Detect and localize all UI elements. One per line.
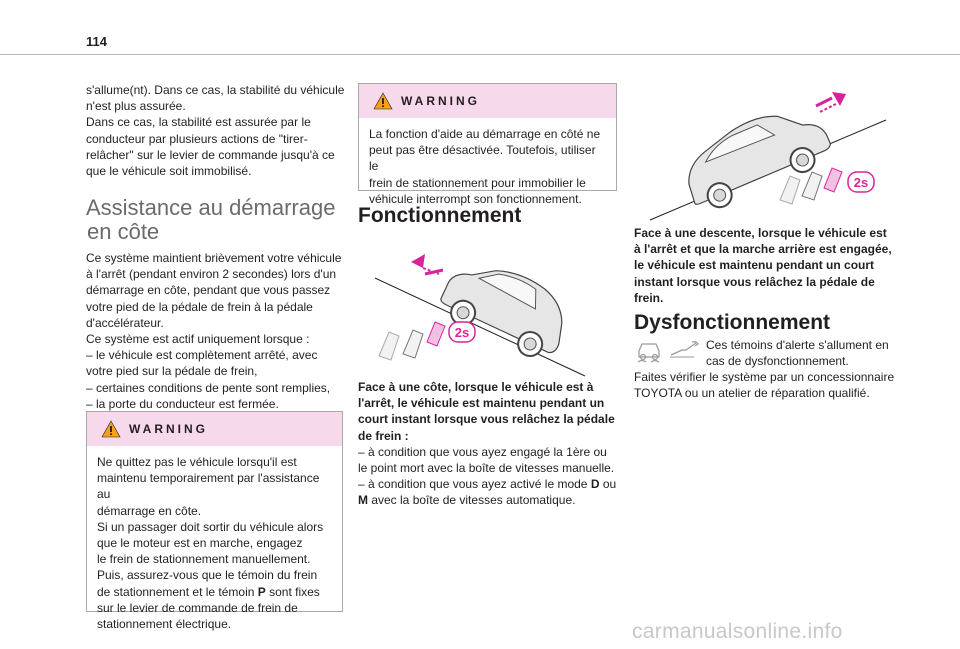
caption-line: à l'arrêt et que la marche arrière est engagée, (634, 242, 892, 257)
malfunction-line: Ces témoins d'alerte s'allument en (706, 338, 889, 352)
middle-caption (358, 379, 620, 509)
malfunction-line: cas de dysfonctionnement. (706, 354, 849, 369)
list-line: – à condition que vous ayez engagé la 1ère ou (358, 444, 607, 459)
malfunction-line: TOYOTA ou un atelier de réparation qualifié. (634, 386, 870, 401)
downhill-illustration (640, 82, 890, 222)
list-line: – la porte du conducteur est fermée. (86, 396, 279, 411)
caption-line: l'arrêt, le véhicule est maintenu pendant un (358, 396, 605, 411)
page-number: 114 (86, 34, 107, 49)
pedals-icon (379, 322, 445, 360)
body-line: d'accélérateur. (86, 315, 164, 330)
mode-d: D (590, 477, 600, 492)
list-text: – à condition que vous ayez activé le mode (358, 477, 591, 492)
warning-header (359, 84, 616, 118)
wrench-warning-icon (668, 339, 700, 361)
pedals-icon (780, 168, 842, 204)
indicator-p: P (257, 584, 266, 599)
warning-line: peut pas être désactivée. Toutefois, utiliser le (369, 143, 596, 174)
mode-m: M (358, 493, 368, 508)
list-text: ou (599, 477, 617, 492)
motion-arrow-icon (816, 92, 846, 112)
list-line: votre pied sur la pédale de frein, (86, 364, 258, 379)
warning-line: stationnement électrique. (97, 617, 232, 632)
warning-line: sur le levier de commande de frein de (97, 600, 298, 615)
intro-line: conducteur par plusieurs actions de "tirer- (86, 131, 308, 146)
left-body (86, 250, 351, 412)
caption-line: instant lorsque vous relâchez la pédale de (634, 274, 875, 289)
list-line: – le véhicule est complètement arrêté, avec (86, 348, 318, 363)
warning-line: que le moteur est en marche, engagez (97, 536, 303, 551)
warning-text: sont fixes (265, 584, 320, 599)
warning-line (97, 584, 332, 600)
intro-line: n'est plus assurée. (86, 99, 186, 114)
car-uphill (434, 249, 578, 366)
watermark: carmanualsonline.info (632, 620, 843, 643)
warning-line: le frein de stationnement manuellement. (97, 552, 311, 567)
warning-line: véhicule interrompt son fonctionnement. (369, 191, 582, 206)
left-column (86, 82, 351, 179)
caption-line: court instant lorsque vous relâchez la pédale (358, 412, 615, 427)
body-line: Ce système maintient brièvement votre véhicule (86, 251, 342, 265)
section-title-operation: Fonctionnement (358, 204, 522, 227)
warning-text: de stationnement et le témoin (97, 584, 258, 599)
intro-line: Dans ce cas, la stabilité est assurée par le (86, 115, 311, 130)
caption-line: Face à une côte, lorsque le véhicule est à (358, 380, 594, 394)
warning-line: démarrage en côte. (97, 503, 202, 518)
warning-box-middle (358, 83, 617, 206)
uphill-illustration (365, 238, 615, 380)
caption-line: frein. (634, 290, 664, 305)
section-title-line: Assistance au démarrage (86, 195, 336, 220)
warning-title: WARNING (401, 94, 480, 108)
warning-line: Puis, assurez-vous que le témoin du frein (97, 568, 318, 583)
warning-line: frein de stationnement pour immobilier le (369, 175, 586, 190)
section-title-malfunction: Dysfonctionnement (634, 311, 831, 334)
warning-line: maintenu temporairement par l'assistance au (97, 471, 320, 502)
list-line (358, 492, 620, 508)
list-line: – certaines conditions de pente sont remplies, (86, 380, 331, 395)
list-line (358, 476, 620, 492)
warning-line: La fonction d'aide au démarrage en côté ne (369, 127, 601, 141)
body-line: démarrage en côte, pendant que vous passez (86, 283, 331, 298)
warning-body (87, 446, 342, 640)
warning-line: Ne quittez pas le véhicule lorsqu'il est (97, 455, 297, 469)
caption-line: Face à une descente, lorsque le véhicule est (634, 226, 887, 240)
list-text: avec la boîte de vitesses automatique. (368, 493, 576, 508)
timer-2s-icon (449, 322, 475, 342)
malfunction-text (706, 337, 896, 369)
warning-body (359, 118, 616, 215)
malfunction-line: Faites vérifier le système par un concessionnaire (634, 370, 895, 384)
caption-line: de frein : (358, 428, 409, 443)
stability-warning-icon (634, 339, 664, 365)
intro-line: que le véhicule soit immobilisé. (86, 164, 252, 179)
body-line: à l'arrêt (pendant environ 2 secondes) lors d'un (86, 267, 337, 282)
right-caption (634, 225, 896, 306)
warning-header (87, 412, 342, 446)
warning-box-left (86, 411, 343, 632)
list-line: le point mort avec la boîte de vitesses manuelle. (358, 461, 615, 476)
intro-line: relâcher" sur le levier de commande jusqu'à ce (86, 147, 335, 162)
timer-label: 2s (853, 175, 869, 190)
warning-triangle-icon (373, 92, 393, 110)
section-title-line: en côte (87, 219, 160, 244)
warning-title: WARNING (129, 422, 208, 436)
section-title-hill-start (86, 196, 351, 244)
body-line: Ce système est actif uniquement lorsque : (86, 332, 310, 347)
body-line: votre pied de la pédale de frein à la pédale (86, 299, 313, 314)
timer-2s-icon (848, 172, 874, 192)
intro-line: s'allume(nt). Dans ce cas, la stabilité du véhicule (86, 83, 345, 97)
motion-arrow-icon (411, 254, 443, 274)
warning-triangle-icon (101, 420, 121, 438)
timer-label: 2s (454, 325, 470, 340)
malfunction-text-full (634, 369, 904, 401)
caption-line: le véhicule est maintenu pendant un court (634, 258, 875, 273)
header-rule (0, 54, 960, 55)
warning-line: Si un passager doit sortir du véhicule alors (97, 519, 324, 534)
